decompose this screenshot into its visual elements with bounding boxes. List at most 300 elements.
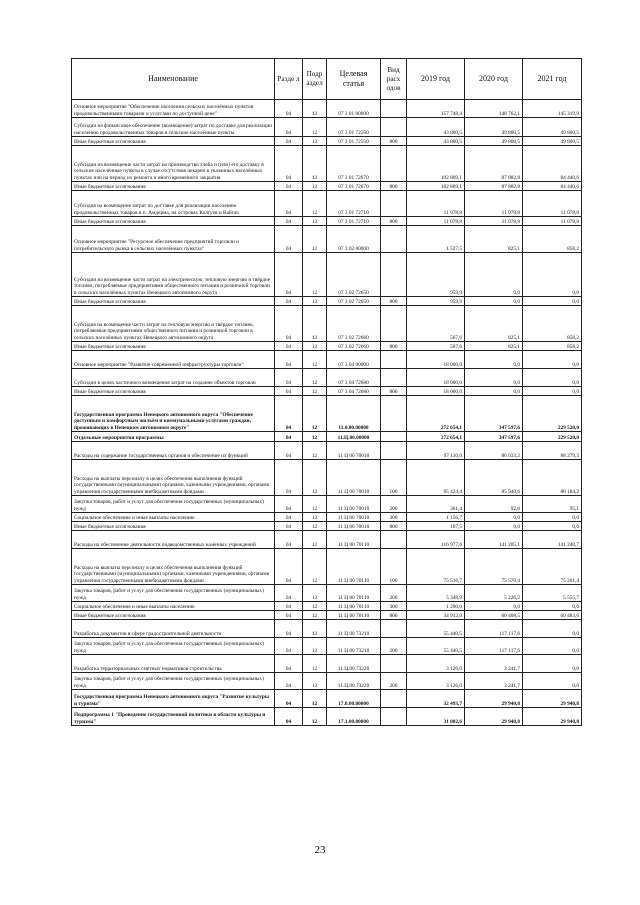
cell-expense-type (381, 531, 407, 549)
cell-2019: 102 869,1 (407, 146, 465, 182)
table-row (72, 432, 582, 442)
cell-article: 07 3 01 72550 (327, 137, 381, 146)
cell-2021: 29 940,8 (523, 690, 582, 708)
cell-article: 07 3 02 00000 (327, 226, 381, 253)
cell-2019: 567,6 (407, 342, 465, 351)
cell-name: Иные бюджетные ассигнования (72, 137, 275, 146)
cell-expense-type (381, 655, 407, 673)
cell-expense-type: 800 (381, 182, 407, 191)
cell-2020: 29 940,8 (465, 690, 523, 708)
cell-expense-type (381, 253, 407, 297)
cell-expense-type: 800 (381, 297, 407, 306)
table-row (72, 531, 582, 549)
cell-section: 04 (275, 611, 303, 620)
cell-2019: 34 912,0 (407, 611, 465, 620)
cell-2019: 18 000,0 (407, 351, 465, 369)
cell-2021: 0,0 (523, 638, 582, 655)
table-row (72, 146, 582, 182)
cell-expense-type: 300 (381, 602, 407, 611)
cell-article: 11.0.00.00000 (327, 396, 381, 432)
cell-2019: 18 000,0 (407, 387, 465, 396)
budget-table-container (71, 58, 581, 726)
cell-section: 04 (275, 442, 303, 460)
cell-2020: 11 078,8 (465, 191, 523, 217)
table-row (72, 137, 582, 146)
cell-name: Закупка товаров, работ и услуг для обеспечения государственных (муниципальных) нужд (72, 496, 275, 513)
cell-2020: 3 241,7 (465, 673, 523, 690)
cell-article: 07 3 01 72670 (327, 146, 381, 182)
cell-section: 04 (275, 638, 303, 655)
cell-subsection: 12 (303, 585, 327, 602)
cell-article: 11 Ц 00 70010 (327, 442, 381, 460)
cell-2019: 959,9 (407, 297, 465, 306)
cell-section: 04 (275, 297, 303, 306)
table-row (72, 182, 582, 191)
cell-article: 07 3 04 00000 (327, 351, 381, 369)
header-section: Разде л (275, 59, 303, 100)
table-row (72, 191, 582, 217)
cell-subsection: 12 (303, 620, 327, 638)
cell-article: 11 Ц 00 70010 (327, 513, 381, 522)
cell-expense-type: 800 (381, 387, 407, 396)
cell-article: 11 Ц 00 70110 (327, 611, 381, 620)
cell-section: 04 (275, 217, 303, 226)
cell-2021: 0,0 (523, 522, 582, 531)
cell-2020: 0,0 (465, 351, 523, 369)
cell-subsection: 12 (303, 100, 327, 118)
cell-article: 11.Ц.00.73220 (327, 655, 381, 673)
cell-expense-type (381, 690, 407, 708)
cell-2019: 157 748,4 (407, 100, 465, 118)
cell-article: 07 3 01 72710 (327, 191, 381, 217)
table-row (72, 460, 582, 496)
cell-2021: 141 240,7 (523, 531, 582, 549)
cell-name: Расходы на выплаты персоналу в целях обеспечения выполнения функций государственными (муниципальными) органами, казенными учреждениями, органами управления государственными внебюджетными фондами (72, 549, 275, 585)
cell-expense-type: 800 (381, 342, 407, 351)
cell-expense-type: 200 (381, 673, 407, 690)
cell-2020: 0,0 (465, 387, 523, 396)
cell-2021: 0,0 (523, 351, 582, 369)
cell-section: 04 (275, 432, 303, 442)
cell-name: Расходы на обеспечение деятельности подведомственных казённых учреждений (72, 531, 275, 549)
cell-2020: 0,0 (465, 369, 523, 387)
cell-subsection: 12 (303, 191, 327, 217)
cell-section: 04 (275, 351, 303, 369)
cell-2021: 229 520,0 (523, 432, 582, 442)
cell-subsection: 12 (303, 342, 327, 351)
cell-article: 11 Ц 00 70010 (327, 496, 381, 513)
cell-2020: 86 033,2 (465, 442, 523, 460)
cell-2020: 0,0 (465, 602, 523, 611)
cell-name: Иные бюджетные ассигнования (72, 342, 275, 351)
cell-section: 04 (275, 182, 303, 191)
table-row (72, 442, 582, 460)
cell-name: Основное мероприятие "Развитие современной инфраструктуры торговли" (72, 351, 275, 369)
cell-expense-type (381, 226, 407, 253)
table-row (72, 253, 582, 297)
cell-2019: 5 348,9 (407, 585, 465, 602)
cell-article: 11 Ц 00 70110 (327, 531, 381, 549)
cell-name: Субсидия на возмещение части затрат на тепловую энергию и твёрдое топливо, потребляемые предприятиями общественного питания и розничной торговли в сельских населённых пунктах Ненецкого автономного округа (72, 306, 275, 342)
cell-expense-type: 800 (381, 217, 407, 226)
cell-expense-type: 100 (381, 549, 407, 585)
cell-2021: 0,0 (523, 253, 582, 297)
cell-expense-type: 200 (381, 585, 407, 602)
cell-2019: 1 527,5 (407, 226, 465, 253)
cell-section: 04 (275, 673, 303, 690)
cell-2020: 0,0 (465, 522, 523, 531)
cell-2019: 1 200,0 (407, 602, 465, 611)
cell-section: 04 (275, 253, 303, 297)
cell-name: Иные бюджетные ассигнования (72, 297, 275, 306)
cell-section: 04 (275, 496, 303, 513)
cell-2021: 88 184,2 (523, 460, 582, 496)
cell-name: Закупка товаров, работ и услуг для обеспечения государственных (муниципальных) нужд (72, 638, 275, 655)
cell-2021: 0,0 (523, 387, 582, 396)
cell-2021: 29 940,8 (523, 708, 582, 726)
cell-name: Подпрограмма 1 "Проведение государственной политики в области культуры и туризма" (72, 708, 275, 726)
table-row (72, 396, 582, 432)
cell-article: 11 Ц 00 70010 (327, 522, 381, 531)
cell-2019: 55 440,5 (407, 638, 465, 655)
cell-article: 11 Ц 00 70010 (327, 460, 381, 496)
cell-2021: 11 078,8 (523, 217, 582, 226)
cell-expense-type: 200 (381, 638, 407, 655)
cell-subsection: 12 (303, 442, 327, 460)
cell-2020: 11 078,8 (465, 217, 523, 226)
cell-section: 04 (275, 100, 303, 118)
table-row (72, 496, 582, 513)
cell-2021: 0,0 (523, 297, 582, 306)
cell-2020: 49 800,5 (465, 118, 523, 137)
cell-2019: 272 654,1 (407, 432, 465, 442)
cell-subsection: 12 (303, 602, 327, 611)
cell-2021: 858,2 (523, 306, 582, 342)
table-row (72, 602, 582, 611)
cell-2020: 0,0 (465, 513, 523, 522)
cell-2020: 0,0 (465, 297, 523, 306)
table-row (72, 585, 582, 602)
cell-2021: 0,0 (523, 620, 582, 638)
cell-expense-type (381, 306, 407, 342)
cell-name: Социальное обеспечение и иные выплаты населению (72, 602, 275, 611)
header-article: Целевая статья (327, 59, 381, 100)
cell-expense-type (381, 432, 407, 442)
cell-2019: 102 869,1 (407, 182, 465, 191)
cell-2019: 11 078,8 (407, 217, 465, 226)
cell-name: Основное мероприятие "Обеспечение населения сельских населённых пунктов продовольственными товарами и услугами по доступной цене" (72, 100, 275, 118)
cell-subsection: 12 (303, 460, 327, 496)
table-row (72, 342, 582, 351)
cell-2021: 0,0 (523, 655, 582, 673)
cell-2020: 825,1 (465, 342, 523, 351)
table-row (72, 673, 582, 690)
cell-2020: 60 408,5 (465, 611, 523, 620)
cell-name: Закупка товаров, работ и услуг для обеспечения государственных (муниципальных) нужд (72, 585, 275, 602)
cell-2021: 95,1 (523, 496, 582, 513)
cell-subsection: 12 (303, 611, 327, 620)
cell-2020: 148 762,1 (465, 100, 523, 118)
cell-name: Отдельные мероприятия программы (72, 432, 275, 442)
cell-subsection: 12 (303, 297, 327, 306)
cell-subsection: 12 (303, 432, 327, 442)
cell-2020: 347 597,6 (465, 432, 523, 442)
cell-2019: 18 000,0 (407, 369, 465, 387)
cell-subsection: 12 (303, 369, 327, 387)
cell-2021: 858,2 (523, 342, 582, 351)
cell-name: Государственная программа Ненецкого автономного округа "Развитие культуры и туризма" (72, 690, 275, 708)
cell-subsection: 12 (303, 226, 327, 253)
budget-table (71, 58, 582, 726)
cell-section: 04 (275, 369, 303, 387)
cell-2019: 1 156,7 (407, 513, 465, 522)
cell-2019: 31 002,6 (407, 708, 465, 726)
cell-subsection: 12 (303, 182, 327, 191)
cell-2020: 92,6 (465, 496, 523, 513)
cell-2020: 117 117,6 (465, 638, 523, 655)
cell-2021: 5 555,7 (523, 585, 582, 602)
table-row (72, 100, 582, 118)
cell-article: 11 Ц 00 70110 (327, 602, 381, 611)
cell-subsection: 12 (303, 496, 327, 513)
cell-subsection: 12 (303, 690, 327, 708)
cell-expense-type (381, 369, 407, 387)
cell-2020: 347 597,6 (465, 396, 523, 432)
cell-subsection: 12 (303, 396, 327, 432)
cell-2021: 858,2 (523, 226, 582, 253)
cell-2019: 55 440,5 (407, 620, 465, 638)
cell-2019: 43 800,5 (407, 137, 465, 146)
cell-subsection: 12 (303, 522, 327, 531)
cell-article: 07 3 04 72680 (327, 369, 381, 387)
cell-article: 11 Ц 00 70110 (327, 549, 381, 585)
cell-name: Иные бюджетные ассигнования (72, 217, 275, 226)
cell-2020: 85 940,6 (465, 460, 523, 496)
cell-2019: 97 110,0 (407, 442, 465, 460)
header-name: Наименование (72, 59, 275, 100)
cell-section: 04 (275, 549, 303, 585)
cell-2019: 11 078,8 (407, 191, 465, 217)
cell-2019: 167,5 (407, 522, 465, 531)
cell-name: Расходы на содержание государственных органов и обеспечение их функций (72, 442, 275, 460)
cell-section: 04 (275, 226, 303, 253)
cell-2020: 0,0 (465, 253, 523, 297)
cell-subsection: 12 (303, 306, 327, 342)
cell-2020: 87 882,8 (465, 182, 523, 191)
header-year-2019: 2019 год (407, 59, 465, 100)
page-number: 23 (314, 844, 326, 856)
cell-expense-type (381, 118, 407, 137)
cell-article: 11.Ц.00.73220 (327, 673, 381, 690)
cell-2019: 75 516,7 (407, 549, 465, 585)
table-row (72, 387, 582, 396)
cell-article: 17.1.00.00000 (327, 708, 381, 726)
cell-section: 04 (275, 460, 303, 496)
table-row (72, 226, 582, 253)
table-row (72, 611, 582, 620)
cell-2021: 0,0 (523, 602, 582, 611)
cell-subsection: 12 (303, 253, 327, 297)
cell-article: 11 Ц 00 73210 (327, 638, 381, 655)
cell-name: Основное мероприятие "Ресурсное обеспечение предприятий торговли и потребительского рынка в сельских населённых пунктах" (72, 226, 275, 253)
cell-subsection: 12 (303, 549, 327, 585)
cell-section: 04 (275, 708, 303, 726)
cell-2021: 11 078,8 (523, 191, 582, 217)
cell-article: 07 3 01 00000 (327, 100, 381, 118)
cell-2019: 567,6 (407, 306, 465, 342)
cell-2019: 3 126,0 (407, 673, 465, 690)
cell-2019: 959,9 (407, 253, 465, 297)
header-year-2020: 2020 год (465, 59, 523, 100)
cell-section: 04 (275, 620, 303, 638)
cell-2021: 49 800,5 (523, 137, 582, 146)
cell-2020: 825,1 (465, 306, 523, 342)
table-body (72, 100, 582, 726)
cell-expense-type (381, 708, 407, 726)
cell-2019: 32 493,7 (407, 690, 465, 708)
header-year-2021: 2021 год (523, 59, 582, 100)
table-row (72, 369, 582, 387)
cell-article: 11.Ц.00.00000 (327, 432, 381, 442)
cell-name: Государственная программа Ненецкого автономного округа "Обеспечение доступным и комфортным жильём и коммунальными услугами граждан, проживающих в Ненецком автономном округе" (72, 396, 275, 432)
cell-article: 07 3 02 72650 (327, 297, 381, 306)
cell-article: 17.0.00.00000 (327, 690, 381, 708)
cell-expense-type (381, 351, 407, 369)
header-subsection: Подр аздел (303, 59, 327, 100)
cell-2019: 116 977,6 (407, 531, 465, 549)
cell-section: 04 (275, 585, 303, 602)
cell-2021: 0,0 (523, 513, 582, 522)
cell-subsection: 12 (303, 146, 327, 182)
cell-2020: 117 117,6 (465, 620, 523, 638)
cell-subsection: 12 (303, 118, 327, 137)
table-row (72, 217, 582, 226)
cell-subsection: 12 (303, 638, 327, 655)
cell-article: 11 Ц 00 73210 (327, 620, 381, 638)
table-row (72, 620, 582, 638)
table-row (72, 549, 582, 585)
cell-expense-type: 800 (381, 611, 407, 620)
cell-subsection: 12 (303, 387, 327, 396)
cell-2019: 43 800,5 (407, 118, 465, 137)
cell-section: 04 (275, 531, 303, 549)
cell-subsection: 12 (303, 217, 327, 226)
cell-2021: 84 440,6 (523, 182, 582, 191)
cell-section: 04 (275, 396, 303, 432)
cell-2019: 95 424,4 (407, 460, 465, 496)
cell-section: 04 (275, 306, 303, 342)
cell-subsection: 12 (303, 137, 327, 146)
cell-2021: 229 520,0 (523, 396, 582, 432)
cell-2021: 145 319,9 (523, 100, 582, 118)
cell-section: 04 (275, 146, 303, 182)
cell-expense-type: 800 (381, 137, 407, 146)
cell-section: 04 (275, 522, 303, 531)
cell-expense-type (381, 191, 407, 217)
cell-expense-type: 300 (381, 513, 407, 522)
cell-name: Иные бюджетные ассигнования (72, 182, 275, 191)
cell-section: 04 (275, 118, 303, 137)
cell-expense-type (381, 396, 407, 432)
cell-section: 04 (275, 137, 303, 146)
cell-2019: 361,4 (407, 496, 465, 513)
cell-name: Закупка товаров, работ и услуг для обеспечения государственных (муниципальных) нужд (72, 673, 275, 690)
table-row (72, 638, 582, 655)
cell-2020: 825,1 (465, 226, 523, 253)
cell-expense-type: 100 (381, 460, 407, 496)
cell-expense-type: 800 (381, 522, 407, 531)
table-header-row (72, 59, 582, 100)
table-row (72, 306, 582, 342)
header-expense-type: Вид расх одов (381, 59, 407, 100)
cell-subsection: 12 (303, 531, 327, 549)
cell-article: 07 3 02 72650 (327, 253, 381, 297)
cell-name: Субсидии на возмещение части затрат на электрическую, тепловую энергию и твёрдое топливо, потребляемые предприятиями общественного питания и розничной торговли в сельских населённых пунктах Ненецкого автономного округа (72, 253, 275, 297)
cell-article: 07 3 01 72550 (327, 118, 381, 137)
cell-name: Иные бюджетные ассигнования (72, 611, 275, 620)
cell-2020: 29 940,8 (465, 708, 523, 726)
table-row (72, 522, 582, 531)
cell-name: Разработка территориальных сметных нормативов строительства (72, 655, 275, 673)
cell-2019: 272 654,1 (407, 396, 465, 432)
cell-2021: 49 800,5 (523, 118, 582, 137)
cell-2021: 84 440,6 (523, 146, 582, 182)
cell-name: Расходы на выплаты персоналу в целях обеспечения выполнения функций государственными (муниципальными) органами, казенными учреждениями, органами управления государственными внебюджетными фондами (72, 460, 275, 496)
cell-section: 04 (275, 602, 303, 611)
cell-expense-type (381, 620, 407, 638)
cell-2020: 3 241,7 (465, 655, 523, 673)
cell-article: 07 3 01 72710 (327, 217, 381, 226)
table-row (72, 708, 582, 726)
cell-subsection: 12 (303, 513, 327, 522)
cell-article: 07 3 02 72660 (327, 342, 381, 351)
table-row (72, 118, 582, 137)
cell-2021: 75 201,4 (523, 549, 582, 585)
cell-expense-type: 200 (381, 496, 407, 513)
cell-name: Субсидии в целях частичного возмещения затрат на создание объектов торговли (72, 369, 275, 387)
cell-2020: 5 226,2 (465, 585, 523, 602)
cell-2021: 88 279,3 (523, 442, 582, 460)
table-row (72, 351, 582, 369)
cell-expense-type (381, 442, 407, 460)
cell-2020: 75 570,4 (465, 549, 523, 585)
cell-2021: 0,0 (523, 369, 582, 387)
cell-name: Субсидия на возмещение затрат по доставке для реализации населению продовольственных товаров в п. Амдерма, на островах Колгуев и Вайгач (72, 191, 275, 217)
cell-name: Социальное обеспечение и иные выплаты населению (72, 513, 275, 522)
cell-name: Субсидии на финансовое обеспечение (возмещение) затрат по доставке для реализации населению продовольственных товаров в сельские населённые пункты (72, 118, 275, 137)
cell-section: 04 (275, 342, 303, 351)
cell-section: 04 (275, 655, 303, 673)
table-row (72, 513, 582, 522)
cell-name: Иные бюджетные ассигнования (72, 387, 275, 396)
cell-2021: 60 483,6 (523, 611, 582, 620)
cell-2020: 141 205,1 (465, 531, 523, 549)
table-row (72, 690, 582, 708)
cell-subsection: 12 (303, 708, 327, 726)
cell-section: 04 (275, 191, 303, 217)
table-row (72, 297, 582, 306)
cell-name: Разработка документов в сфере градостроительной деятельности (72, 620, 275, 638)
cell-article: 11 Ц 00 70110 (327, 585, 381, 602)
table-row (72, 655, 582, 673)
cell-2019: 3 126,0 (407, 655, 465, 673)
cell-2020: 49 800,5 (465, 137, 523, 146)
cell-article: 07 3 01 72670 (327, 182, 381, 191)
cell-subsection: 12 (303, 673, 327, 690)
cell-section: 04 (275, 690, 303, 708)
cell-section: 04 (275, 513, 303, 522)
cell-subsection: 12 (303, 655, 327, 673)
